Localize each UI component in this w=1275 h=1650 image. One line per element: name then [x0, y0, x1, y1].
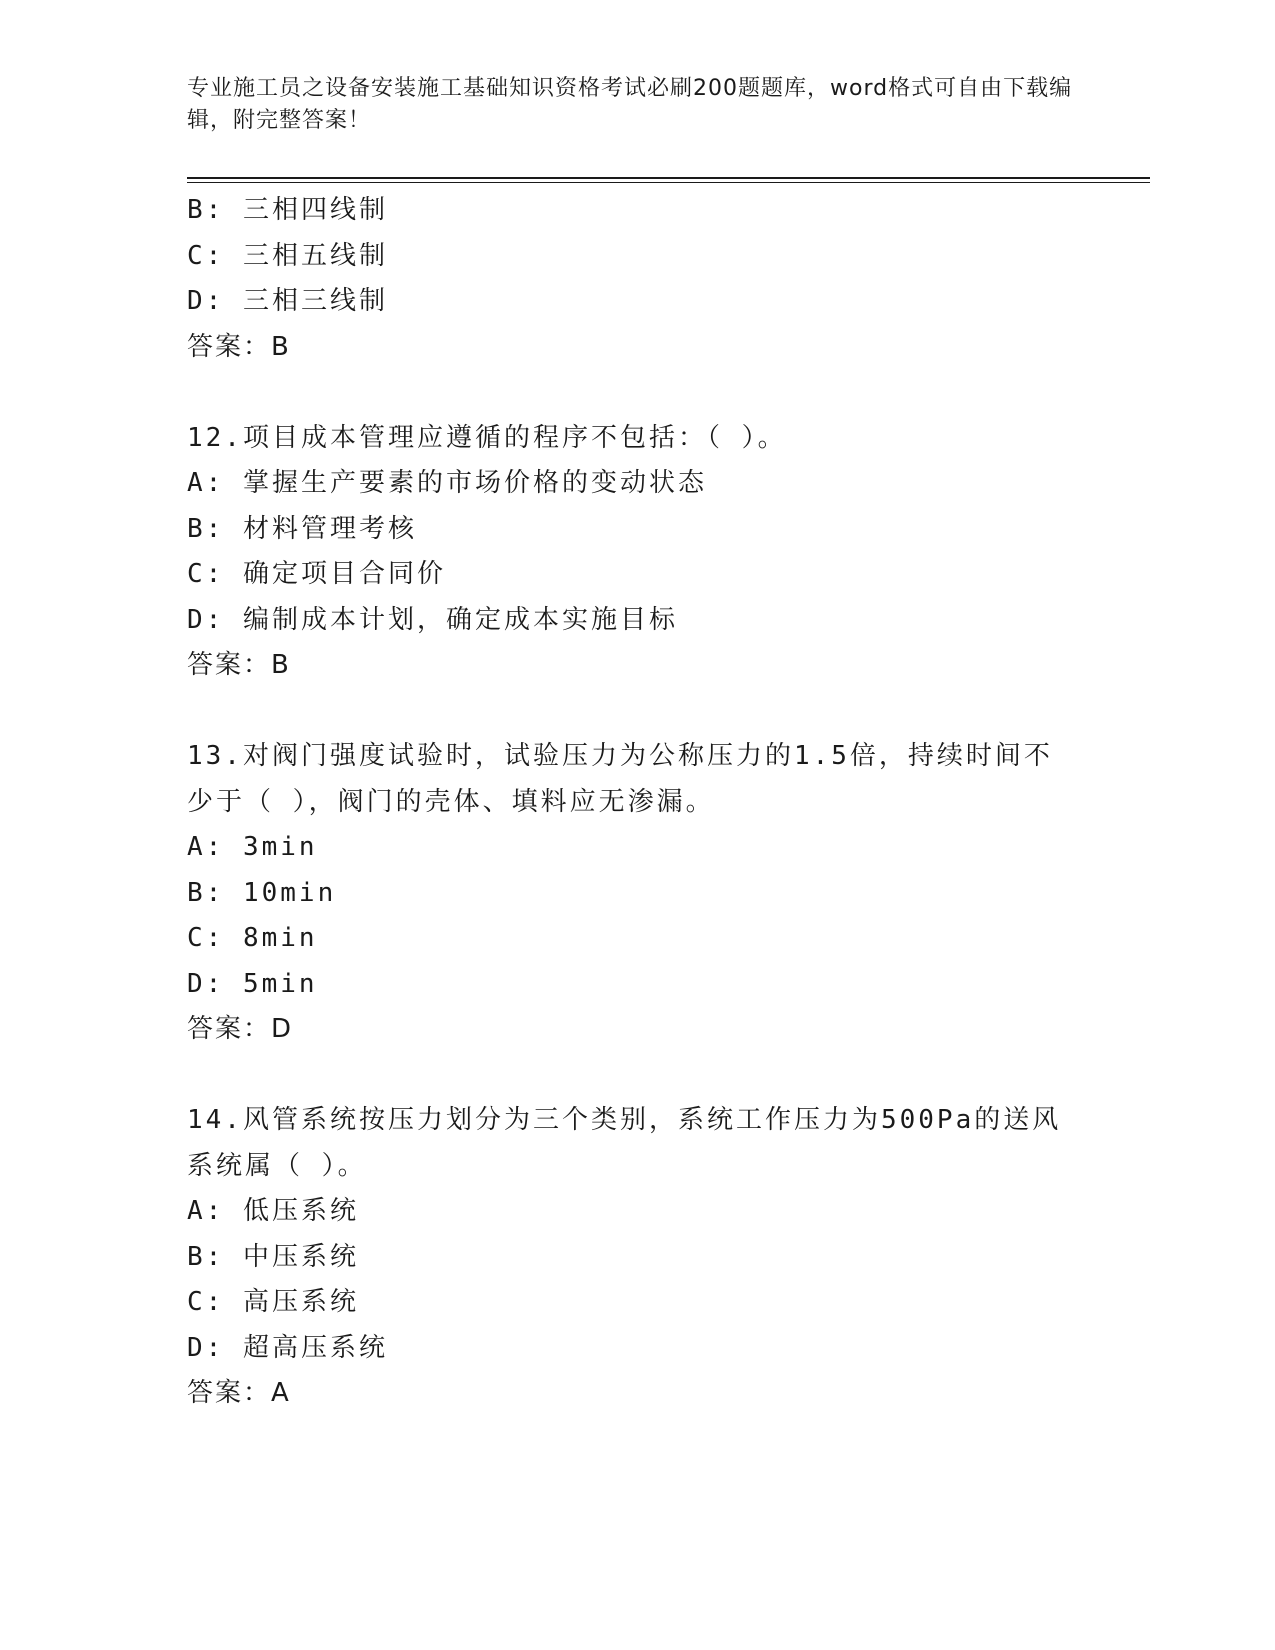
answer: 答案：B [187, 650, 291, 680]
question-text: 13.对阀门强度试验时，试验压力为公称压力的1.5倍，持续时间不少于（ ），阀门的壳体、填料应无渗漏。 [187, 741, 1053, 817]
answer: 答案：B [187, 331, 291, 362]
spacer [187, 1053, 1077, 1099]
option-a: A: 3min [187, 832, 318, 862]
header-divider-thick [187, 177, 1150, 179]
answer: 答案：A [187, 1378, 291, 1408]
answer: 答案：D [187, 1014, 294, 1044]
option-c: C: 高压系统 [187, 1287, 359, 1317]
option-c: C: 确定项目合同价 [187, 559, 446, 589]
question-text: 12.项目成本管理应遵循的程序不包括：（ ）。 [187, 422, 787, 453]
option-d: D: 三相三线制 [187, 286, 388, 316]
option-b: B: 材料管理考核 [187, 513, 417, 544]
spacer [187, 689, 1077, 735]
option-b: B: 三相四线制 [187, 195, 388, 225]
option-a: A: 低压系统 [187, 1196, 359, 1226]
option-d: D: 5min [187, 968, 318, 999]
question-11-tail [187, 188, 1077, 370]
spacer [187, 370, 1077, 416]
option-a: A: 掌握生产要素的市场价格的变动状态 [187, 468, 707, 498]
option-c: C: 三相五线制 [187, 240, 388, 271]
question-14 [187, 1098, 1077, 1417]
option-c: C: 8min [187, 923, 318, 953]
option-b: B: 中压系统 [187, 1241, 359, 1272]
question-13 [187, 734, 1077, 1053]
question-content [187, 188, 1077, 1417]
document-header: 专业施工员之设备安装施工基础知识资格考试必刷200题题库，word格式可自由下载编辑，附完整答案！ [187, 76, 1073, 133]
question-12 [187, 416, 1077, 689]
option-b: B: 10min [187, 877, 337, 908]
header-divider-thin [187, 182, 1150, 183]
option-d: D: 编制成本计划，确定成本实施目标 [187, 604, 678, 635]
option-d: D: 超高压系统 [187, 1332, 388, 1363]
question-text: 14.风管系统按压力划分为三个类别，系统工作压力为500Pa的送风系统属（ ）。 [187, 1105, 1062, 1181]
